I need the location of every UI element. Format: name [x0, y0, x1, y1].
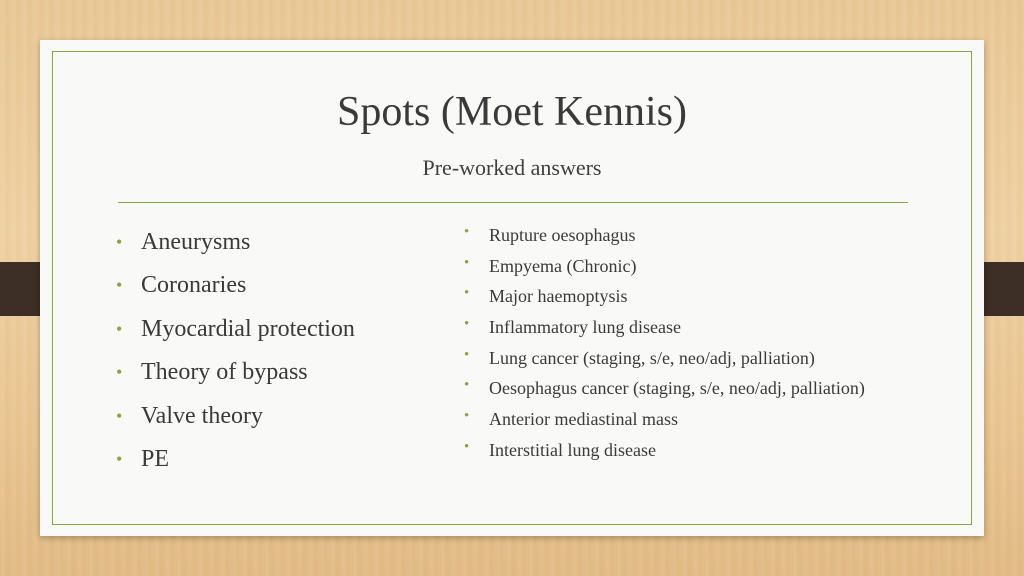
list-item-text: Interstitial lung disease — [489, 439, 656, 460]
bullet-icon: • — [464, 408, 470, 425]
list-item-text: Coronaries — [141, 272, 247, 299]
list-item-text: Theory of bypass — [141, 359, 308, 386]
list-item — [116, 314, 355, 357]
list-item — [116, 401, 355, 444]
list-item-text: Valve theory — [141, 402, 263, 429]
list-item — [116, 357, 355, 400]
list-item-text: Rupture oesophagus — [489, 225, 636, 245]
bullet-icon: • — [116, 232, 123, 252]
slide-subtitle: Pre-worked answers — [422, 155, 602, 180]
bullet-icon: • — [116, 405, 123, 426]
left-bullet-list — [116, 227, 355, 487]
list-item — [464, 346, 865, 377]
list-item-text: Myocardial protection — [141, 315, 355, 342]
list-item-text: Inflammatory lung disease — [489, 317, 681, 338]
list-item — [116, 227, 355, 270]
title-divider — [118, 202, 908, 203]
list-item — [464, 223, 865, 254]
bullet-icon: • — [464, 224, 470, 240]
bullet-icon: • — [116, 275, 123, 296]
bullet-icon: • — [464, 346, 470, 363]
bullet-icon: • — [116, 448, 123, 469]
list-item — [116, 444, 355, 487]
right-bullet-list — [464, 223, 865, 469]
bullet-icon: • — [116, 318, 123, 339]
list-item-text: PE — [141, 445, 170, 472]
list-item-text: Aneurysms — [141, 229, 251, 255]
list-item-text: Empyema (Chronic) — [489, 255, 637, 276]
list-item-text: Anterior mediastinal mass — [489, 409, 678, 430]
list-item-text: Lung cancer (staging, s/e, neo/adj, palliation) — [489, 347, 815, 368]
bullet-icon: • — [464, 254, 470, 271]
slide-title: Spots (Moet Kennis) — [337, 89, 687, 135]
list-item — [116, 270, 355, 313]
bullet-icon: • — [464, 316, 470, 333]
list-item-text: Oesophagus cancer (staging, s/e, neo/adj, palliation) — [489, 378, 865, 399]
bullet-icon: • — [116, 362, 123, 383]
list-item — [464, 315, 865, 346]
list-item — [464, 284, 865, 315]
list-item — [464, 438, 865, 469]
list-item-text: Major haemoptysis — [489, 286, 628, 307]
bullet-icon: • — [464, 285, 470, 302]
list-item — [464, 254, 865, 285]
bullet-icon: • — [464, 438, 470, 455]
list-item — [464, 376, 865, 407]
slide-card — [40, 40, 984, 536]
bullet-icon: • — [464, 377, 470, 394]
list-item — [464, 407, 865, 438]
